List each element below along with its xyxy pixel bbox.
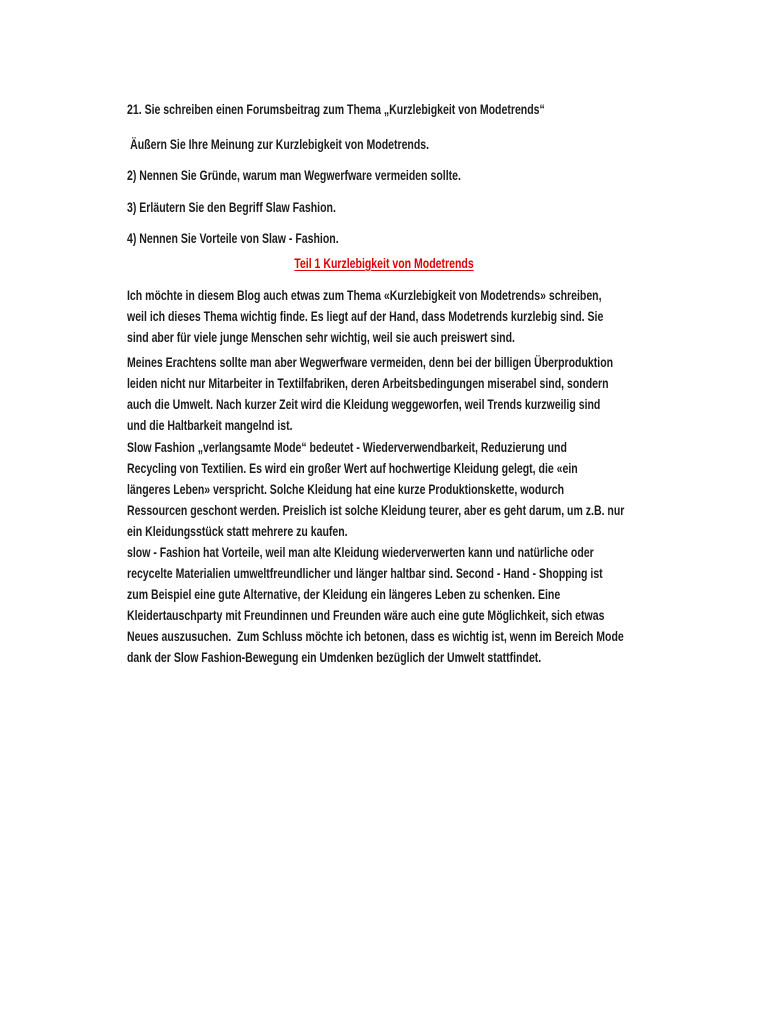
text-line: leiden nicht nur Mitarbeiter in Textilfabriken, deren Arbeitsbedingungen miserabel sind, sondern <box>127 376 609 391</box>
text-line: Ich möchte in diesem Blog auch etwas zum Thema «Kurzlebigkeit von Modetrends» schreiben, <box>127 288 602 303</box>
task-line-5 <box>127 228 339 249</box>
text-line: Ressourcen geschont werden. Preislich ist solche Kleidung teurer, aber es geht darum, um z.B. nur <box>127 503 625 518</box>
text-line: weil ich dieses Thema wichtig finde. Es liegt auf der Hand, dass Modetrends kurzlebig sind. Sie <box>127 309 604 324</box>
essay-paragraph-1 <box>127 285 603 348</box>
task-line-text: 4) Nennen Sie Vorteile von Slaw - Fashion. <box>127 231 339 246</box>
text-line: auch die Umwelt. Nach kurzer Zeit wird die Kleidung weggeworfen, weil Trends kurzweilig sind <box>127 397 601 412</box>
text-line: dank der Slow Fashion-Bewegung ein Umdenken bezüglich der Umwelt stattfindet. <box>127 650 542 665</box>
task-line-1 <box>127 99 545 120</box>
task-line-3 <box>127 165 461 186</box>
text-line: Kleidertauschparty mit Freundinnen und Freunden wäre auch eine gute Möglichkeit, sich etwas <box>127 608 605 623</box>
section-title <box>84 253 683 274</box>
text-line: slow - Fashion hat Vorteile, weil man alte Kleidung wiederverwerten kann und natürliche oder <box>127 545 594 560</box>
text-line: zum Beispiel eine gute Alternative, der Kleidung ein längeres Leben zu schenken. Eine <box>127 587 561 602</box>
section-title-text: Teil 1 Kurzlebigkeit von Modetrends <box>294 256 474 271</box>
task-line-text: Äußern Sie Ihre Meinung zur Kurzlebigkeit von Modetrends. <box>130 137 430 152</box>
text-line: Neues auszusuchen. Zum Schluss möchte ich betonen, dass es wichtig ist, wenn im Bereich Mode <box>127 629 624 644</box>
text-line: längeres Leben» verspricht. Solche Kleidung hat eine kurze Produktionskette, wodurch <box>127 482 565 497</box>
essay-paragraph-3 <box>127 437 624 542</box>
essay-paragraph-2 <box>127 352 613 436</box>
task-line-2 <box>127 134 429 155</box>
task-line-4 <box>127 197 336 218</box>
text-line: recycelte Materialien umweltfreundlicher und länger haltbar sind. Second - Hand - Shopping ist <box>127 566 603 581</box>
text-line: Slow Fashion „verlangsamte Mode“ bedeutet - Wiederverwendbarkeit, Reduzierung und <box>127 440 567 455</box>
essay-paragraph-4 <box>127 542 624 668</box>
task-line-text: 2) Nennen Sie Gründe, warum man Wegwerfware vermeiden sollte. <box>127 168 461 183</box>
text-line: und die Haltbarkeit mangelnd ist. <box>127 418 293 433</box>
task-line-text: 21. Sie schreiben einen Forumsbeitrag zum Thema „Kurzlebigkeit von Modetrends“ <box>127 102 545 117</box>
text-line: ein Kleidungsstück statt mehrere zu kaufen. <box>127 524 348 539</box>
text-line: Meines Erachtens sollte man aber Wegwerfware vermeiden, denn bei der billigen Überproduktion <box>127 355 614 370</box>
text-line: Recycling von Textilien. Es wird ein großer Wert auf hochwertige Kleidung gelegt, die «ein <box>127 461 578 476</box>
text-line: sind aber für viele junge Menschen sehr wichtig, weil sie auch preiswert sind. <box>127 330 515 345</box>
task-line-text: 3) Erläutern Sie den Begriff Slaw Fashion. <box>127 200 336 215</box>
